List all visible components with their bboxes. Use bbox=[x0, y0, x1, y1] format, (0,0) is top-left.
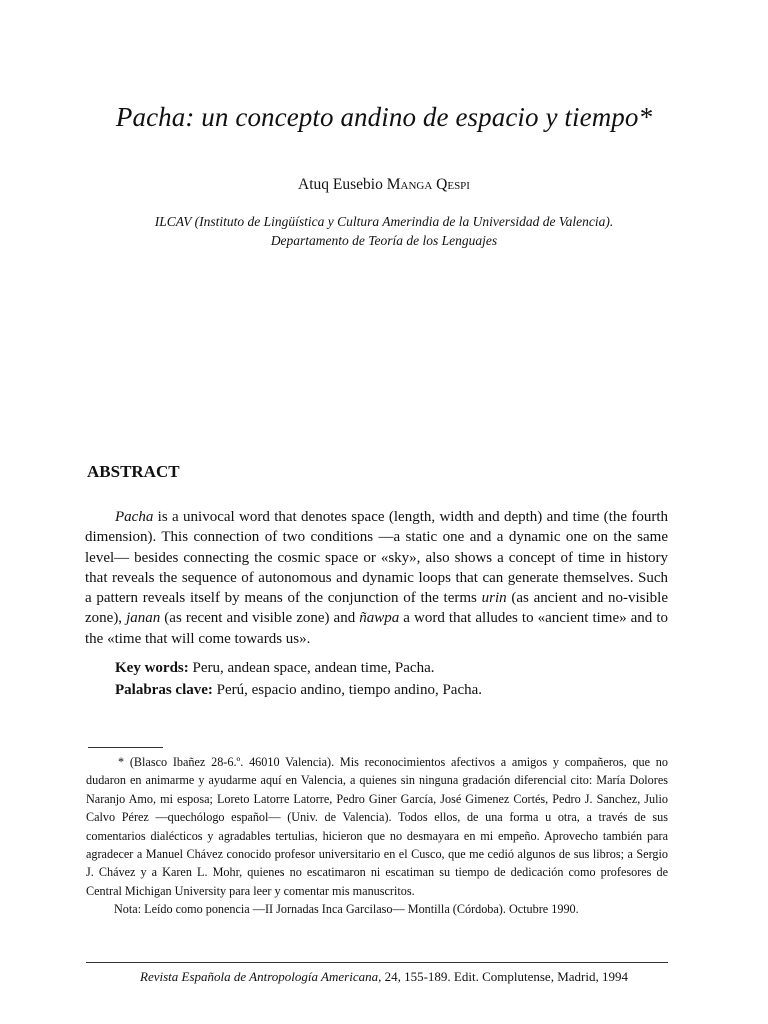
abstract-heading: ABSTRACT bbox=[87, 462, 180, 481]
keywords-es-label: Palabras clave: bbox=[115, 682, 213, 698]
journal-details: 24, 155-189. Edit. Complutense, Madrid, 1994 bbox=[381, 969, 628, 984]
keywords-es-value: Perú, espacio andino, tiempo andino, Pacha. bbox=[212, 682, 483, 698]
term-urin: urin bbox=[481, 590, 507, 607]
term-pacha: Pacha bbox=[115, 509, 154, 525]
keywords-english bbox=[115, 660, 434, 677]
author-affiliation bbox=[0, 212, 768, 250]
footnote-separator bbox=[88, 747, 163, 748]
keywords-en-label: Key words: bbox=[115, 660, 189, 676]
term-nawpa: ñawpa bbox=[359, 610, 400, 627]
author-first-name: Atuq Eusebio bbox=[298, 176, 383, 193]
footnote-note: Nota: Leído como ponencia —II Jornadas Inca Garcilaso— Montilla (Córdoba). Octubre 1990. bbox=[114, 902, 579, 917]
footnote-marker: * bbox=[118, 755, 125, 769]
author-name bbox=[0, 176, 768, 194]
keywords-spanish bbox=[115, 682, 482, 699]
abstract-body bbox=[85, 507, 668, 649]
author-last-name: Manga Qespi bbox=[386, 176, 470, 193]
footnote bbox=[86, 753, 668, 919]
term-janan: janan bbox=[126, 610, 161, 627]
article-title: Pacha: un concepto andino de espacio y tiempo* bbox=[115, 102, 653, 132]
journal-citation bbox=[0, 969, 768, 985]
footnote-body bbox=[86, 753, 668, 900]
abstract-text-3: (as recent and visible zone) and bbox=[160, 610, 360, 627]
abstract-text-2: (as ancient and no-visible zone), bbox=[85, 590, 669, 627]
abstract-text-4: a word that alludes to «ancient time» and to the «time that will come towards us». bbox=[85, 610, 668, 647]
keywords-en-value: Peru, andean space, andean time, Pacha. bbox=[188, 660, 435, 676]
affiliation-line-1: ILCAV (Instituto de Lingüística y Cultura Amerindia de la Universidad de Valencia). bbox=[154, 214, 614, 229]
affiliation-line-2: Departamento de Teoría de los Lenguajes bbox=[270, 233, 498, 248]
journal-name: Revista Española de Antropología Americana, bbox=[140, 969, 382, 984]
footnote-text: (Blasco Ibañez 28-6.º. 46010 Valencia). Mis reconocimientos afectivos a amigos y compañeros, que no dudaron en animarme y ayudarme aquí en Valencia, a quienes sin ninguna gradación diferencial cito: María Dolores Naranjo Amo, mi esposa; Loreto Latorre Latorre, Pedro Giner García, José Gimenez Cortés, Pedro J. Sanchez, Julio Calvo Pérez —quechólogo español— (Univ. de Valencia). Todos ellos, de una forma u otra, a través de sus comentarios dialécticos y agradables tertulias, hicieron que no desmayara en mi empeño. Aprovecho también para agradecer a Manuel Chávez conocido profesor universitario en el Cusco, que me cedió algunos de sus libros; a Sergio J. Chávez y a Karen L. Mohr, quienes no escatimaron ni escatiman su tiempo de dedicación como profesores de Central Michigan University para leer y comentar mis manuscritos. bbox=[86, 755, 668, 898]
abstract-text-1: is a univocal word that denotes space (length, width and depth) and time (the fourth dimension). This connection of two conditions —a static one and a dynamic one on the same level— besides connecting the cosmic space or «sky», also shows a concept of time in history that reveals the sequence of autonomous and dynamic loops that can generate themselves. Such a pattern reveals itself by means of the conjunction of the terms bbox=[85, 509, 668, 607]
page-footer-rule bbox=[86, 962, 668, 963]
